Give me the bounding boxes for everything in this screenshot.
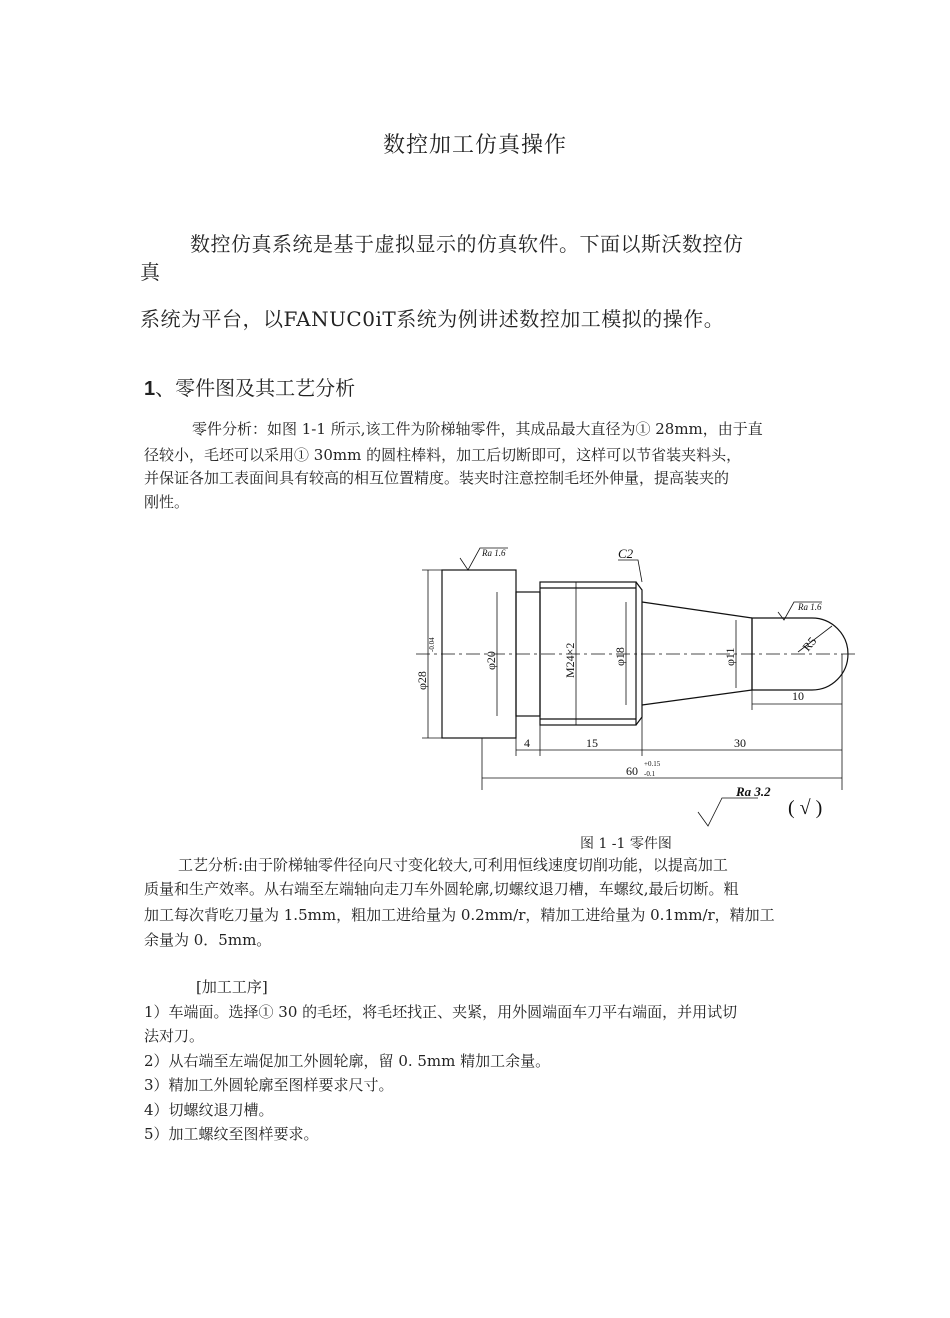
process-analysis-line-2: 质量和生产效率。从右端至左端轴向走刀车外圆轮廓,切螺纹退刀槽，车螺纹,最后切断。粗: [144, 880, 739, 898]
procedure-heading: [加工工序]: [196, 978, 268, 996]
part-analysis-line-1: 零件分析：如图 1-1 所示,该工件为阶梯轴零件，其成品最大直径为① 28mm，由于直: [192, 420, 763, 438]
label-len60: 60: [626, 764, 638, 778]
process-analysis-line-4: 余量为 0．5mm。: [144, 931, 272, 949]
label-chamfer: C2: [618, 546, 634, 561]
label-dia28: φ28: [415, 671, 429, 690]
part-analysis-line-3: 并保证各加工表面间具有较高的相互位置精度。装夹时注意控制毛坯外伸量，提高装夹的: [144, 469, 730, 487]
label-dia20: φ20: [484, 651, 498, 670]
procedure-step-1-cont: 法对刀。: [144, 1027, 205, 1045]
procedure-step-2: 2）从右端至左端促加工外圆轮廓，留 0. 5mm 精加工余量。: [144, 1052, 551, 1070]
part-drawing: [380, 540, 860, 835]
label-ra32-suffix: ( √ ): [788, 797, 823, 819]
process-analysis-line-3: 加工每次背吃刀量为 1.5mm，粗加工进给量为 0.2mm/r，精加工进给量为 0.1mm/r，精加工: [144, 906, 775, 924]
label-len10: 10: [792, 689, 804, 703]
figure-caption: 图 1 -1 零件图: [580, 836, 672, 852]
part-analysis-line-2: 径较小，毛坯可以采用① 30mm 的圆柱棒料，加工后切断即可，这样可以节省装夹料头，: [144, 446, 742, 464]
procedure-step-4: 4）切螺纹退刀槽。: [144, 1101, 274, 1119]
process-analysis-line-1: 工艺分析:由于阶梯轴零件径向尺寸变化较大,可利用恒线速度切削功能，以提高加工: [178, 856, 728, 874]
procedure-step-3: 3）精加工外圆轮廓至图样要求尺寸。: [144, 1076, 394, 1094]
intro-line-2: 真: [140, 260, 161, 284]
label-thread: M24×2: [563, 642, 577, 678]
intro-line-3: 系统为平台，以FANUC0iT系统为例讲述数控加工模拟的操作。: [140, 307, 725, 331]
label-dia11: φ11: [723, 647, 737, 666]
label-dia18: φ18: [613, 647, 627, 666]
label-len60-tol-up: +0.15: [644, 760, 661, 768]
chamfer-leader: [618, 560, 642, 582]
section-heading: [144, 372, 355, 401]
procedure-step-1: 1）车端面。选择① 30 的毛坯，将毛坯找正、夹紧，用外圆端面车刀平右端面，并用试切: [144, 1003, 738, 1021]
ra32-symbol: [698, 798, 758, 826]
label-dia28-tol: -0.04: [428, 637, 436, 652]
label-len4: 4: [524, 736, 530, 750]
document-title: 数控加工仿真操作: [382, 133, 567, 158]
section-title: 、零件图及其工艺分析: [155, 376, 356, 400]
label-radius: R5: [799, 634, 820, 654]
chamfer-edge: [636, 582, 642, 725]
label-ra32: Ra 3.2: [736, 784, 771, 799]
label-len15: 15: [586, 736, 598, 750]
part-analysis-line-4: 刚性。: [144, 493, 190, 511]
label-ra16-right: Ra 1.6: [798, 602, 822, 612]
label-ra16-left: Ra 1.6: [482, 548, 506, 558]
label-len30: 30: [734, 736, 746, 750]
intro-line-1: 数控仿真系统是基于虚拟显示的仿真软件。下面以斯沃数控仿: [190, 232, 744, 256]
section-number: 1: [144, 378, 156, 400]
procedure-step-5: 5）加工螺纹至图样要求。: [144, 1125, 319, 1143]
label-len60-tol-low: -0.1: [644, 770, 656, 778]
